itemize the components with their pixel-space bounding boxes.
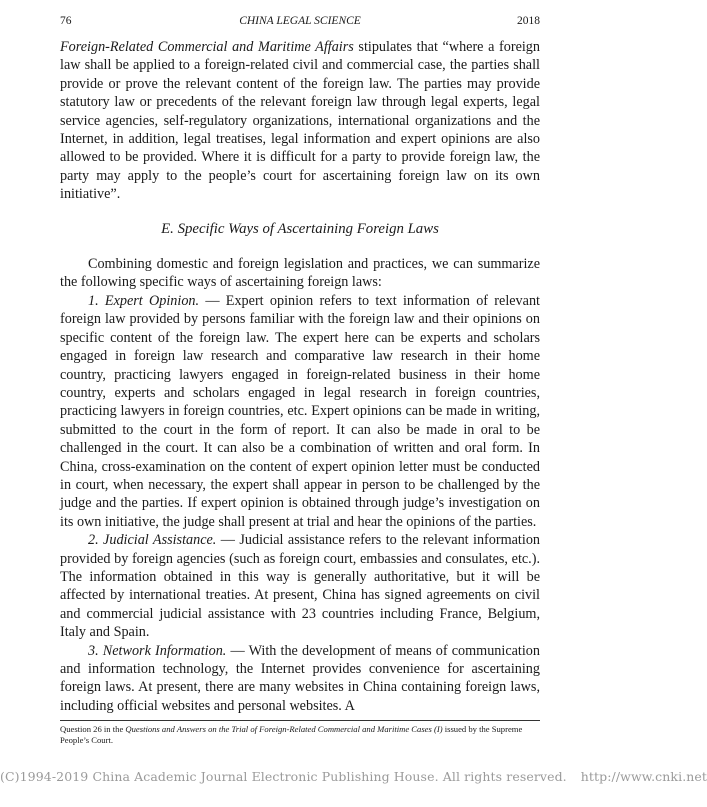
paragraph-judicial-assistance: 2. Judicial Assistance. — Judicial assistance refers to the relevant information provided by foreign agencies (such as foreign court, embassies and consulates, etc.). The information obtained in this way is generally authoritative, but it will be affected by international treaties. At present, China has signed agreements on civil and commercial judicial assistance with 23 countries including France, Belgium, Italy and Spain.: [60, 532, 541, 641]
item-lead: 2. Judicial Assistance.: [88, 532, 217, 549]
paragraph-intro: Combining domestic and foreign legislation and practices, we can summarize the following specific ways of ascertaining foreign laws:: [60, 256, 540, 291]
footnote-divider: [60, 720, 540, 721]
footnote-source-title: Questions and Answers on the Trial of Foreign-Related Commercial and Maritime Cases (I): [125, 724, 443, 734]
footnote: Question 26 in the Questions and Answers on the Trial of Foreign-Related Commercial and Maritime Cases (I) issued by the Supreme People’s Court.: [60, 724, 523, 745]
item-lead: 1. Expert Opinion.: [88, 292, 200, 309]
item-lead: 3. Network Information.: [88, 642, 227, 659]
paragraph-expert-opinion: 1. Expert Opinion. — Expert opinion refers to text information of relevant foreign law provided by persons familiar with the foreign law and their opinions on specific content of the foreign law. The expert here can be experts and scholars engaged in foreign law research and comparative law research in their home country, practicing lawyers engaged in foreign-related business in their home country, experts and scholars engaged in legal research in foreign countries, practicing lawyers in foreign countries, etc. Expert opinions can be made in writing, submitted to the court in the form of report. It can also be made in oral to be challenged in the court. It can also be a combination of written and oral form. In China, cross-examination on the content of expert opinion letter must be conducted in court, when necessary, the expert shall appear in person to be challenged by the judge and the parties. If expert opinion is obtained through judge’s investigation on its own initiative, the judge shall present at trial and hear the opinions of the parties.: [60, 292, 540, 530]
law-title: Foreign-Related Commercial and Maritime Affairs: [60, 39, 354, 55]
page-number: 76: [60, 15, 72, 27]
paragraph-network-information: 3. Network Information. — With the development of means of communication and information technology, the Internet provides convenience for ascertaining foreign laws. At present, there are many websites in China containing foreign laws, including official websites and personal websites. A: [60, 642, 540, 714]
copyright-text: (C)1994-2019 China Academic Journal Electronic Publishing House. All rights reserved.: [0, 769, 567, 784]
article-body: [60, 38, 540, 715]
section-heading: E. Specific Ways of Ascertaining Foreign Laws: [161, 220, 439, 237]
cnki-link[interactable]: http://www.cnki.net: [580, 769, 707, 784]
journal-title: CHINA LEGAL SCIENCE: [239, 15, 361, 27]
publication-year: 2018: [517, 15, 540, 27]
running-header: [60, 15, 540, 31]
paragraph-provision: Foreign-Related Commercial and Maritime Affairs stipulates that “where a foreign law shall be applied to a foreign-related civil and commercial case, the parties shall provide or prove the relevant content of the foreign law. The parties may provide statutory law or precedents of the relevant foreign law through legal experts, legal service agencies, self-regulatory organizations, international organizations and the Internet, in addition, legal treatises, legal information and expert opinions are also allowed to be provided. Where it is difficult for a party to provide foreign law, the party may apply to the people’s court for ascertaining foreign law on its own initiative”.: [60, 39, 540, 203]
copyright-watermark: [0, 769, 707, 784]
